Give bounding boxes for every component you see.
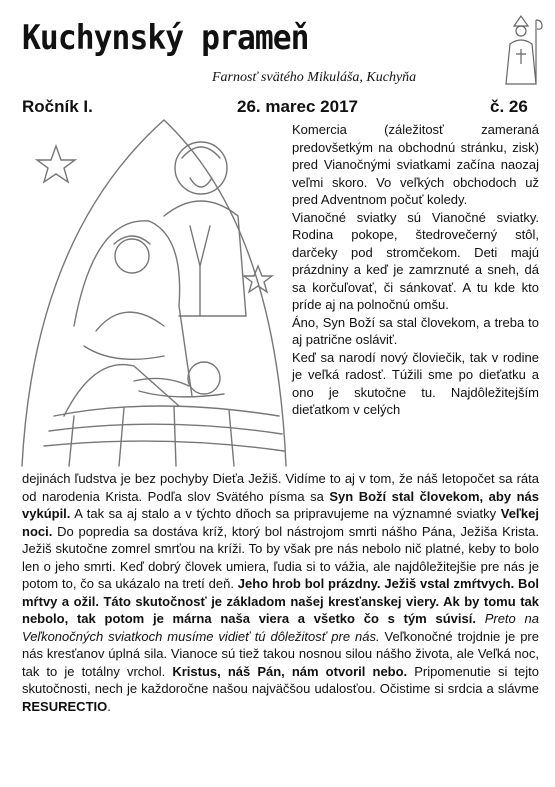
text-segment: Veľkonočné trojdnie je pre nás kresťanov úplná sila. Vianoce sú tiež takou nosnou silou nášho života, ale Veľká noc, tak to je totálny vrchol. xyxy=(22,628,539,679)
text-segment: A tak sa aj stalo a v týchto dňoch sa pripravujeme na významné sviatky xyxy=(70,506,501,521)
paragraph-christmas: Vianočné sviatky sú Vianočné sviatky. Rodina pokope, štedrovečerný stôl, darčeky pod stromčekom. Deti majú prázdniny a keď je zamrznuté a sneh, dá sa korčuľovať, či sánkovať. A tu kde kto príde aj na polnočnú omšu. xyxy=(292,209,539,312)
text-bold: Kristus, náš Pán, nám otvoril nebo. xyxy=(172,663,408,679)
text-bold: Syn Boží stal človekom, aby nás vykúpil. xyxy=(22,488,539,521)
text-segment: Do popredia sa dostáva kríž, ktorý bol nástrojom smrti nášho Pána, Ježiša Krista. Ježiš skutočne zomrel smrťou na kríži. To by však pre nás nebolo nič platné, keby to bolo len o jeho smrti. Keď dobrý človek umiera, ľudia si to vážia, ale najdôležitejšie pre nás je potom to, čo sa ukázalo na tretí deň. xyxy=(22,523,539,591)
paragraph-son-of-god: Áno, Syn Boží sa stal človekom, a treba to aj patrične osláviť. xyxy=(292,314,539,347)
volume-label: Ročník I. xyxy=(22,97,93,116)
paragraph-commerce: Komercia (záležitosť zameraná predovšetkým na obchodnú stránku, zisk) pred Vianočnými sviatkami začína naozaj veľmi skoro. Vo veľkých obchodoch už pred Adventnom počuť koledy. xyxy=(292,122,539,207)
saint-nicholas-icon xyxy=(496,14,546,86)
article-column xyxy=(292,121,539,419)
issue-date: 26. marec 2017 xyxy=(237,97,358,116)
issue-number: č. 26 xyxy=(490,97,528,116)
text-bold: Veľkej noci. xyxy=(22,506,539,539)
text-bold: RESURECTIO xyxy=(22,698,108,714)
text-segment: Pripomenutie si tejto skutočnosti, nech je každoročne našou najväčšou udalosťou. Očistime si srdcia a slávme xyxy=(22,663,539,696)
paragraph-easter xyxy=(22,470,539,715)
article-body xyxy=(22,470,539,715)
text-segment: dejinách ľudstva je bez pochyby Dieťa Ježiš. Vidíme to aj v tom, že náš letopočet sa ráta od narodenia Krista. Podľa slov Svätého písma sa xyxy=(22,471,539,504)
text-segment: . xyxy=(107,698,111,714)
newsletter-title: Kuchynský prameň xyxy=(22,18,309,58)
parish-subtitle: Farnosť svätého Mikuláša, Kuchyňa xyxy=(212,70,417,85)
text-italic: Preto na Veľkonočných sviatkoch musíme vidieť tú dôležitosť pre nás. xyxy=(22,611,539,644)
paragraph-newborn-start: Keď sa narodí nový človiečik, tak v rodine je veľká radosť. Túžili sme po dieťatku a ono je skutočne tu. Najdôležitejším dieťatkom v celých xyxy=(292,349,539,417)
nativity-scene-icon xyxy=(14,116,292,471)
text-bold: Jeho hrob bol prázdny. Ježiš vstal zmŕtvych. Bol mŕtvy a ožil. Táto skutočnosť je základom našej kresťanskej viery. Ak by tomu tak nebolo, tak potom je márna naša viera a všetko čo s tým súvisí. xyxy=(22,576,539,626)
